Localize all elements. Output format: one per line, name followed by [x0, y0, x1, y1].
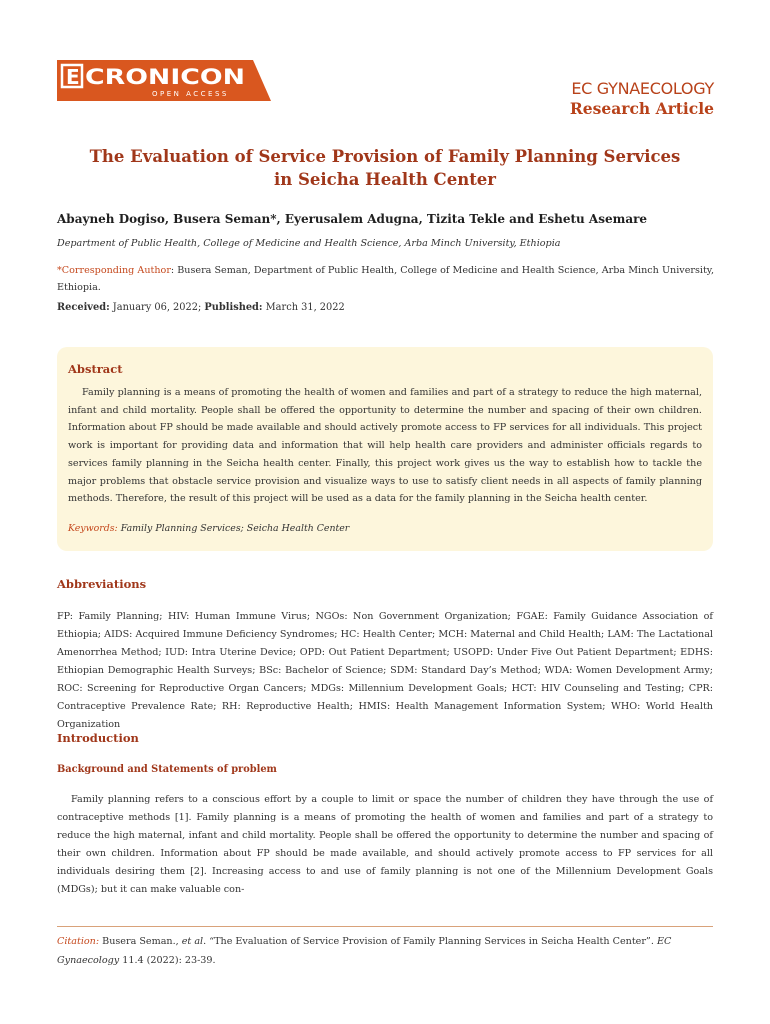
- publisher-logo: [57, 60, 271, 101]
- svg-text:E: E: [66, 65, 80, 89]
- abbreviations-text: FP: Family Planning; HIV: Human Immune Virus; NGOs: Non Government Organization; FGAE: Family Guidance Association of Ethiopia; AIDS: Acquired Immune Deficiency Syndromes; HC: Health Center; MCH: Maternal and Child Health; LAM: The Lactational Amenorrhea Method; IUD: Intra Uterine Device; OPD: Out Patient Department; USOPD: Under Five Out Patient Department; EDHS: Ethiopian Demographic Health Surveys; BSc: Bachelor of Science; SDM: Standard Day’s Method; WDA: Women Development Army; ROC: Screening for Reproductive Organ Cancers; MDGs: Millennium Development Goals; HCT: HIV Counseling and Testing; CPR: Contraceptive Prevalence Rate; RH: Reproductive Health; HMIS: Health Management Information System; WHO: World Health Organization: [57, 611, 713, 730]
- citation-journal: EC Gynaecology: [57, 936, 672, 966]
- corresponding-label: *Corresponding Author: [57, 265, 171, 276]
- abbreviations-heading: Abbreviations: [57, 577, 147, 591]
- keywords-label: Keywords:: [68, 523, 118, 534]
- publication-dates: [57, 302, 345, 313]
- article-title: The Evaluation of Service Provision of Family Planning Services in Seicha Health Center: [89, 147, 681, 189]
- journal-name: EC GYNAECOLOGY: [571, 79, 714, 98]
- logo-tagline: OPEN ACCESS: [152, 90, 229, 98]
- received-label: Received:: [57, 302, 110, 313]
- keywords: [68, 523, 349, 534]
- published-label: Published:: [204, 302, 263, 313]
- abstract-heading: Abstract: [68, 362, 123, 376]
- published-date: March 31, 2022: [262, 302, 345, 313]
- introduction-text: Family planning refers to a conscious effort by a couple to limit or space the number of children they have through the use of contraceptive methods [1]. Family planning is a means of promoting the health of women and families and part of a strategy to reduce the high maternal, infant and child mortality. People shall be offered the opportunity to determine the number and spacing of their own children. Information about FP should be made available, and should actively promote access to FP services for all individuals desiring them [2]. Increasing access to and use of family planning is not one of the Millennium Development Goals (MDGs); but it can make valuable con-: [57, 794, 713, 895]
- affiliation: Department of Public Health, College of Medicine and Health Science, Arba Minch University, Ethiopia: [57, 238, 561, 249]
- received-date: January 06, 2022;: [109, 302, 205, 313]
- introduction-heading: Introduction: [57, 731, 139, 745]
- citation-title: . “The Evaluation of Service Provision of Family Planning Services in Seicha Health Center”.: [203, 936, 657, 947]
- corresponding-colon: :: [170, 265, 175, 276]
- citation: [57, 932, 713, 970]
- journal-header: [570, 80, 714, 120]
- keywords-text: Family Planning Services; Seicha Health Center: [117, 523, 350, 534]
- citation-authors: Busera Seman.,: [99, 936, 182, 947]
- logo-brand: CRONICON: [85, 65, 245, 89]
- citation-volume: 11.4 (2022): 23-39.: [119, 955, 216, 966]
- corresponding-author: [57, 262, 714, 296]
- author-list: Abayneh Dogiso, Busera Seman*, Eyerusalem Adugna, Tizita Tekle and Eshetu Asemare: [57, 212, 648, 226]
- abstract-text: Family planning is a means of promoting the health of women and families and part of a strategy to reduce the high maternal, infant and child mortality. People shall be offered the opportunity to determine the number and spacing of their own children. Information about FP should be made available and should actively promote access to FP services for all individuals. This project work is important for providing data and information that will help health care providers and administer officials regards to services family planning in the Seicha health center. Finally, this project work gives us the way to establish how to tackle the major problems that obstacle service provision and visualize ways to use to satisfy client needs in all aspects of family planning methods. Therefore, the result of this project will be used as a data for the family planning in the Seicha health center.: [68, 387, 702, 505]
- background-subheading: Background and Statements of problem: [57, 764, 277, 775]
- citation-etal: et al: [181, 936, 204, 947]
- article-type: Research Article: [569, 99, 714, 118]
- citation-label: Citation:: [57, 936, 100, 947]
- corresponding-text: Busera Seman, Department of Public Health, College of Medicine and Health Science, Arba Minch University, Ethiopia.: [57, 265, 714, 293]
- footer-divider: [57, 926, 713, 927]
